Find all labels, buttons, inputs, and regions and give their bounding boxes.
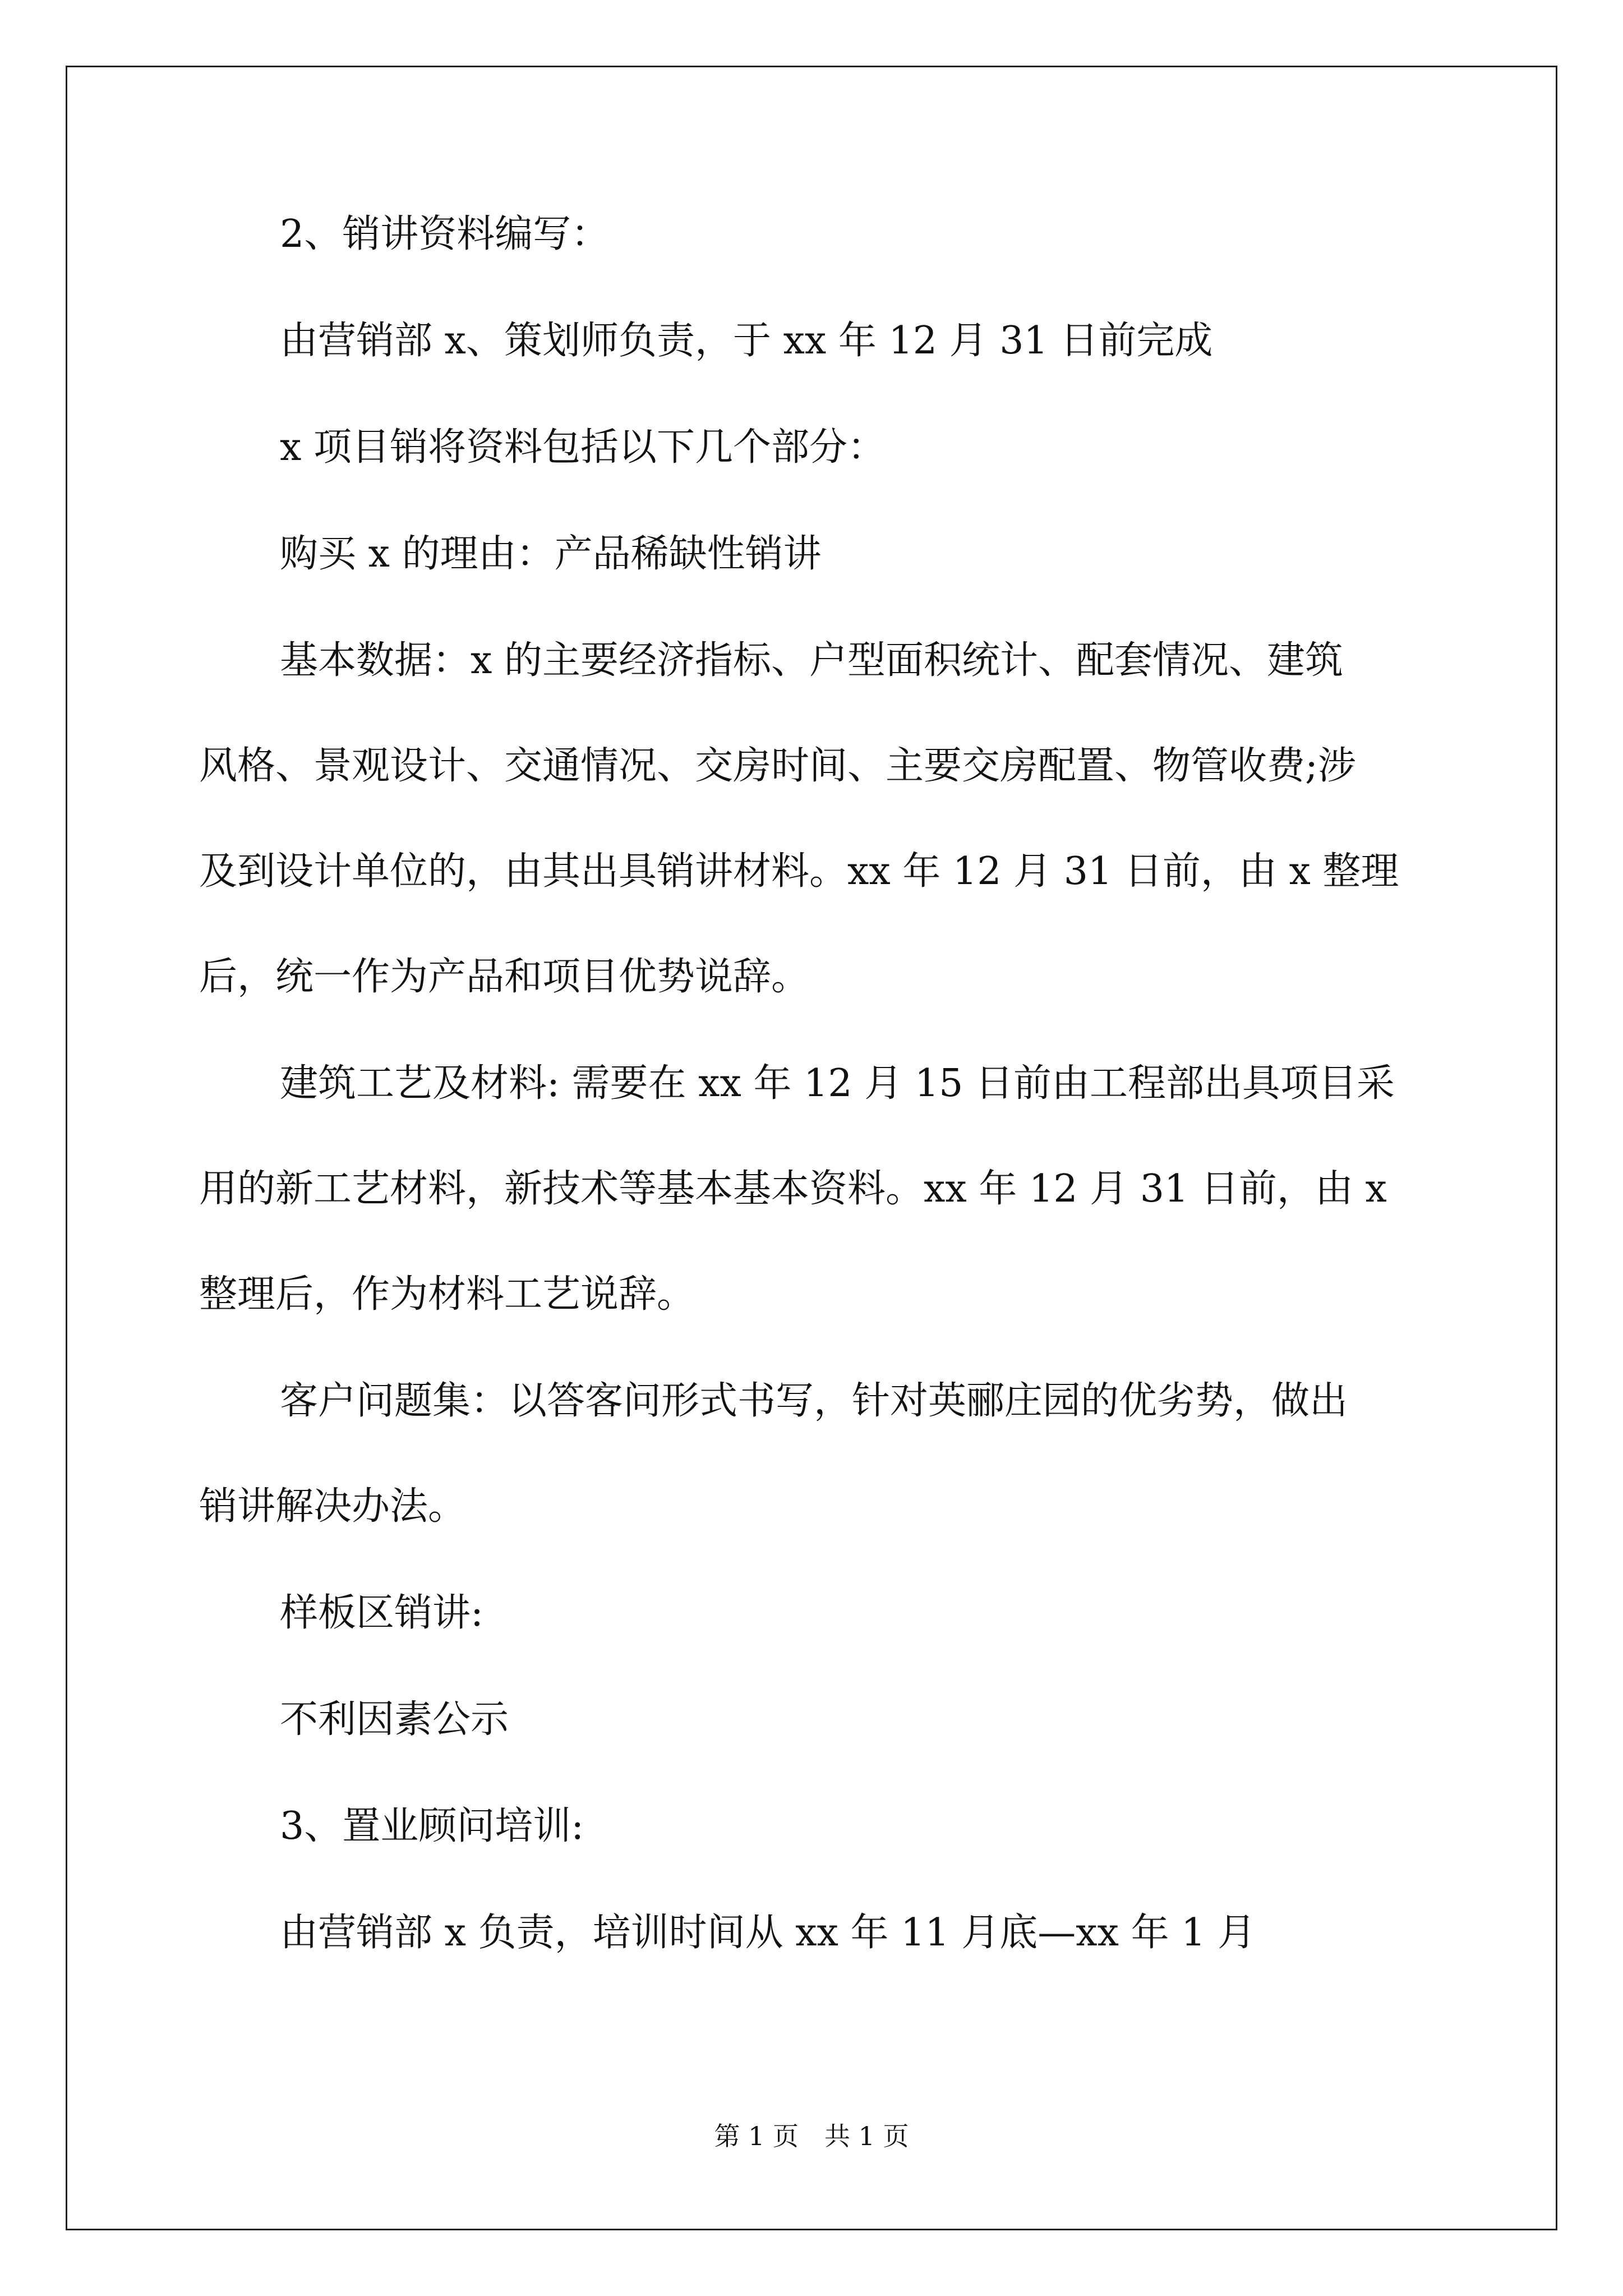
paragraph-line: 购买 x 的理由：产品稀缺性销讲	[280, 532, 822, 576]
paragraph-line: 整理后，作为材料工艺说辞。	[199, 1272, 695, 1317]
paragraph-line: 不利因素公示	[280, 1697, 509, 1742]
paragraph-line: 样板区销讲:	[280, 1591, 483, 1635]
paragraph-line: 基本数据：x 的主要经济指标、户型面积统计、配套情况、建筑	[280, 638, 1343, 683]
paragraph-line: x 项目销将资料包括以下几个部分：	[280, 425, 886, 470]
paragraph-line: 用的新工艺材料，新技术等基本基本资料。xx 年 12 月 31 日前，由 x	[199, 1167, 1387, 1211]
paragraph-line: 销讲解决办法。	[199, 1484, 467, 1529]
page-footer: 第 1 页 共 1 页	[714, 2121, 909, 2151]
paragraph-line: 风格、景观设计、交通情况、交房时间、主要交房配置、物管收费;涉	[199, 744, 1356, 788]
paragraph-line: 及到设计单位的，由其出具销讲材料。xx 年 12 月 31 日前，由 x 整理	[199, 849, 1399, 894]
section-heading-sales-materials: 2、销讲资料编写：	[280, 212, 610, 256]
paragraph-line: 由营销部 x 负责，培训时间从 xx 年 11 月底—xx 年 1 月	[280, 1911, 1256, 1955]
paragraph-line: 后，统一作为产品和项目优势说辞。	[199, 955, 810, 999]
section-heading-consultant-training: 3、置业顾问培训:	[280, 1804, 584, 1848]
paragraph-line: 建筑工艺及材料: 需要在 xx 年 12 月 15 日前由工程部出具项目采	[280, 1061, 1395, 1106]
paragraph-line: 客户问题集：以答客问形式书写，针对英郦庄园的优劣势，做出	[280, 1379, 1348, 1423]
paragraph-line: 由营销部 x、策划师负责，于 xx 年 12 月 31 日前完成	[280, 319, 1213, 363]
document-body	[199, 208, 1433, 1960]
